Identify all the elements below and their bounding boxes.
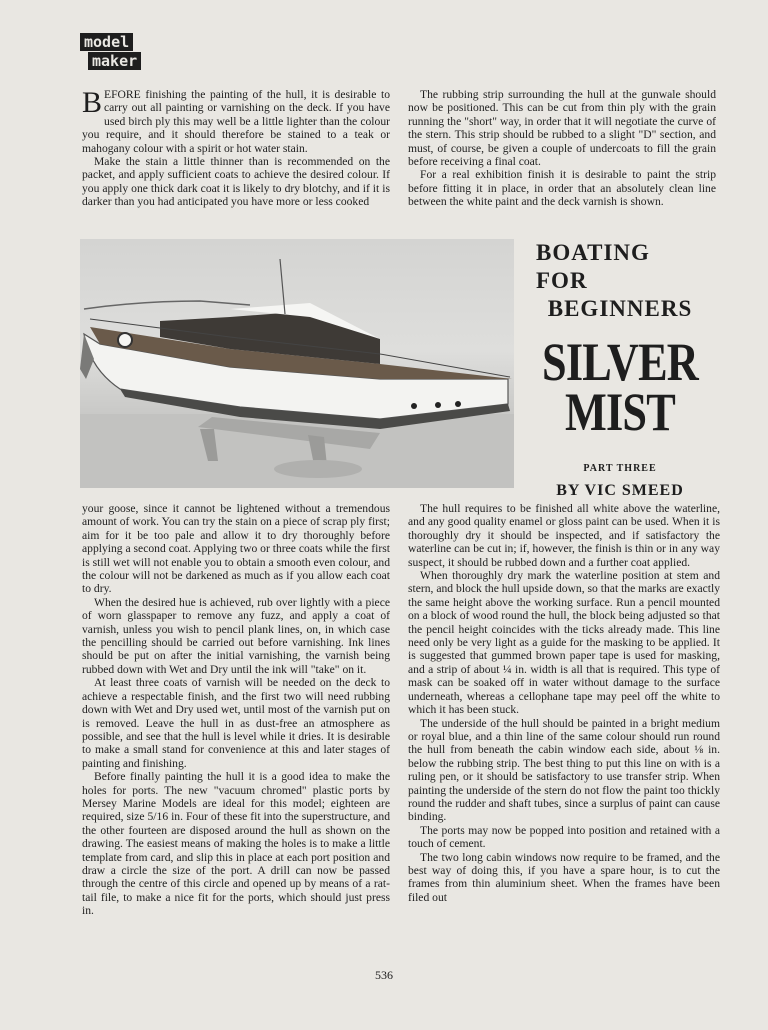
- paragraph: The two long cabin windows now require to be framed, and the best way of doing this, if you have a spare hour, is to cut the frames from thin aluminium sheet. When the frames have been filed out: [408, 850, 720, 904]
- boat-illustration: [80, 239, 514, 488]
- paragraph: The rubbing strip surrounding the hull at the gunwale should now be positioned. This can be cut from thin ply with the grain running the "short" way, in order that it will negotiate the curve of the stern. This strip should be rubbed to a slight "D" section, and must, of course, be given a couple of undercoats to fill the grain before receiving a final coat.: [408, 88, 716, 169]
- byline: BY VIC SMEED: [556, 482, 684, 499]
- paragraph: When the desired hue is achieved, rub over lightly with a piece of worn glasspaper to remove any fuzz, and apply a coat of varnish, unless you wish to pencil plank lines, on, in which case the pencilling should be carried out before varnishing. Ink lines should be put on after the initial varnishing, the varnish being rubbed down with Wet and Dry until the ink will "take" on it.: [82, 595, 390, 676]
- masthead-logo: [80, 33, 150, 71]
- column-bottom-left: [82, 502, 390, 918]
- title-kicker-line-1: BOATING FOR: [536, 240, 650, 293]
- column-bottom-right: [408, 502, 720, 904]
- column-top-left: [82, 88, 390, 209]
- main-title-line-1: SILVER: [542, 332, 698, 392]
- paragraph: Before finally painting the hull it is a good idea to make the holes for ports. The new "vacuum chromed" plastic ports by Mersey Marine Models are ideal for this model; eighteen are required, size 5/16 in. Four of these fit into the superstructure, and the other fourteen are disposed around the hull as shown on the drawing. The easiest means of making the holes is to make a little template from card, and slip this in place at each port position and draw a circle the size of the port. A drill can now be passed through the centre of this circle and opened up by means of a rat-tail file, to make a nice fit for the ports, which should just press in.: [82, 770, 390, 918]
- paragraph: your goose, since it cannot be lightened without a tremendous amount of work. You can try the stain on a piece of scrap ply first; aim for it be too pale and allow it to dry thoroughly before applying a second coat. Applying two or three coats while the first is still wet will not enable you to obtain a smooth even colour, and the colour will not be darkened as much as if you allow each coat to dry.: [82, 502, 391, 596]
- paragraph: The underside of the hull should be painted in a bright medium or royal blue, and a thin line of the same colour should run round the hull from beneath the cabin window each side, about ⅛ in. below the rubbing strip. The best thing to put this line on with is a ruling pen, or it should be satisfactory to use transfer strip. When painting the underside of the stern do not flow the paint too thickly round the rudder and shaft tubes, since a surplus of paint can cause binding.: [408, 716, 720, 824]
- page-number: 536: [375, 968, 393, 982]
- part-label: PART THREE: [583, 463, 657, 474]
- paragraph: For a real exhibition finish it is desirable to paint the strip before fitting it in place, in order that an absolutely clean line between the white paint and the deck varnish is shown.: [408, 168, 716, 209]
- title-kicker-line-2: BEGINNERS: [547, 296, 693, 321]
- logo-line-2: maker: [88, 52, 141, 70]
- main-title-line-2: MIST: [565, 382, 675, 442]
- paragraph: The ports may now be popped into position and retained with a touch of cement.: [408, 823, 720, 851]
- paragraph: When thoroughly dry mark the waterline position at stem and stern, and block the hull upside down, so that the marks are exactly the same height above the working surface. Run a pencil mounted on a block of wood round the hull, the block being adjusted so that the pencil height coincides with the ticks already made. This line need only be very light as a guide for the masking to be applied. It is suggested that gummed brown paper tape is used for masking, and a strip of about ¼ in. width is all that is required. This type of mask can be soaked off in water without damage to the surface underneath, whereas a cellophane tape may peel off the white to which it has been stuck.: [408, 569, 720, 717]
- logo-line-1: model: [80, 33, 133, 51]
- column-top-right: [408, 88, 716, 209]
- boat-photograph: [80, 239, 514, 488]
- paragraph: The hull requires to be finished all white above the waterline, and any good quality enamel or gloss paint can be used. When it is thoroughly dry it should be inspected, and if satisfactory the waterline can be cut in; if, however, the finish is thin or in any way suspect, it should be rubbed down and a further coat applied.: [408, 502, 720, 569]
- article-title-block: [520, 239, 720, 500]
- paragraph: [82, 88, 390, 155]
- paragraph: Make the stain a little thinner than is recommended on the packet, and apply sufficient coats to achieve the desired colour. If you apply one thick dark coat it is likely to dry blotchy, and if it is darker than you had anticipated you have more or less cooked: [82, 155, 390, 209]
- paragraph: At least three coats of varnish will be needed on the deck to achieve a respectable finish, and the first two will need rubbing down with Wet and Dry used wet, until most of the varnish put on is removed. Leave the hull in as dust-free an atmosphere as possible, and see that the hull is level while it dries. It is desirable to make a small stand for convenience at this and later stages of painting and finishing.: [82, 676, 390, 770]
- paragraph-text: EFORE finishing the painting of the hull, it is desirable to carry out all painting or varnishing on the deck. If you have used birch ply this may well be a little lighter than the colour you require, and it should therefore be stained to a teak or mahogany colour with a spirit or hot water stain.: [82, 88, 390, 155]
- drop-cap: B: [82, 86, 103, 119]
